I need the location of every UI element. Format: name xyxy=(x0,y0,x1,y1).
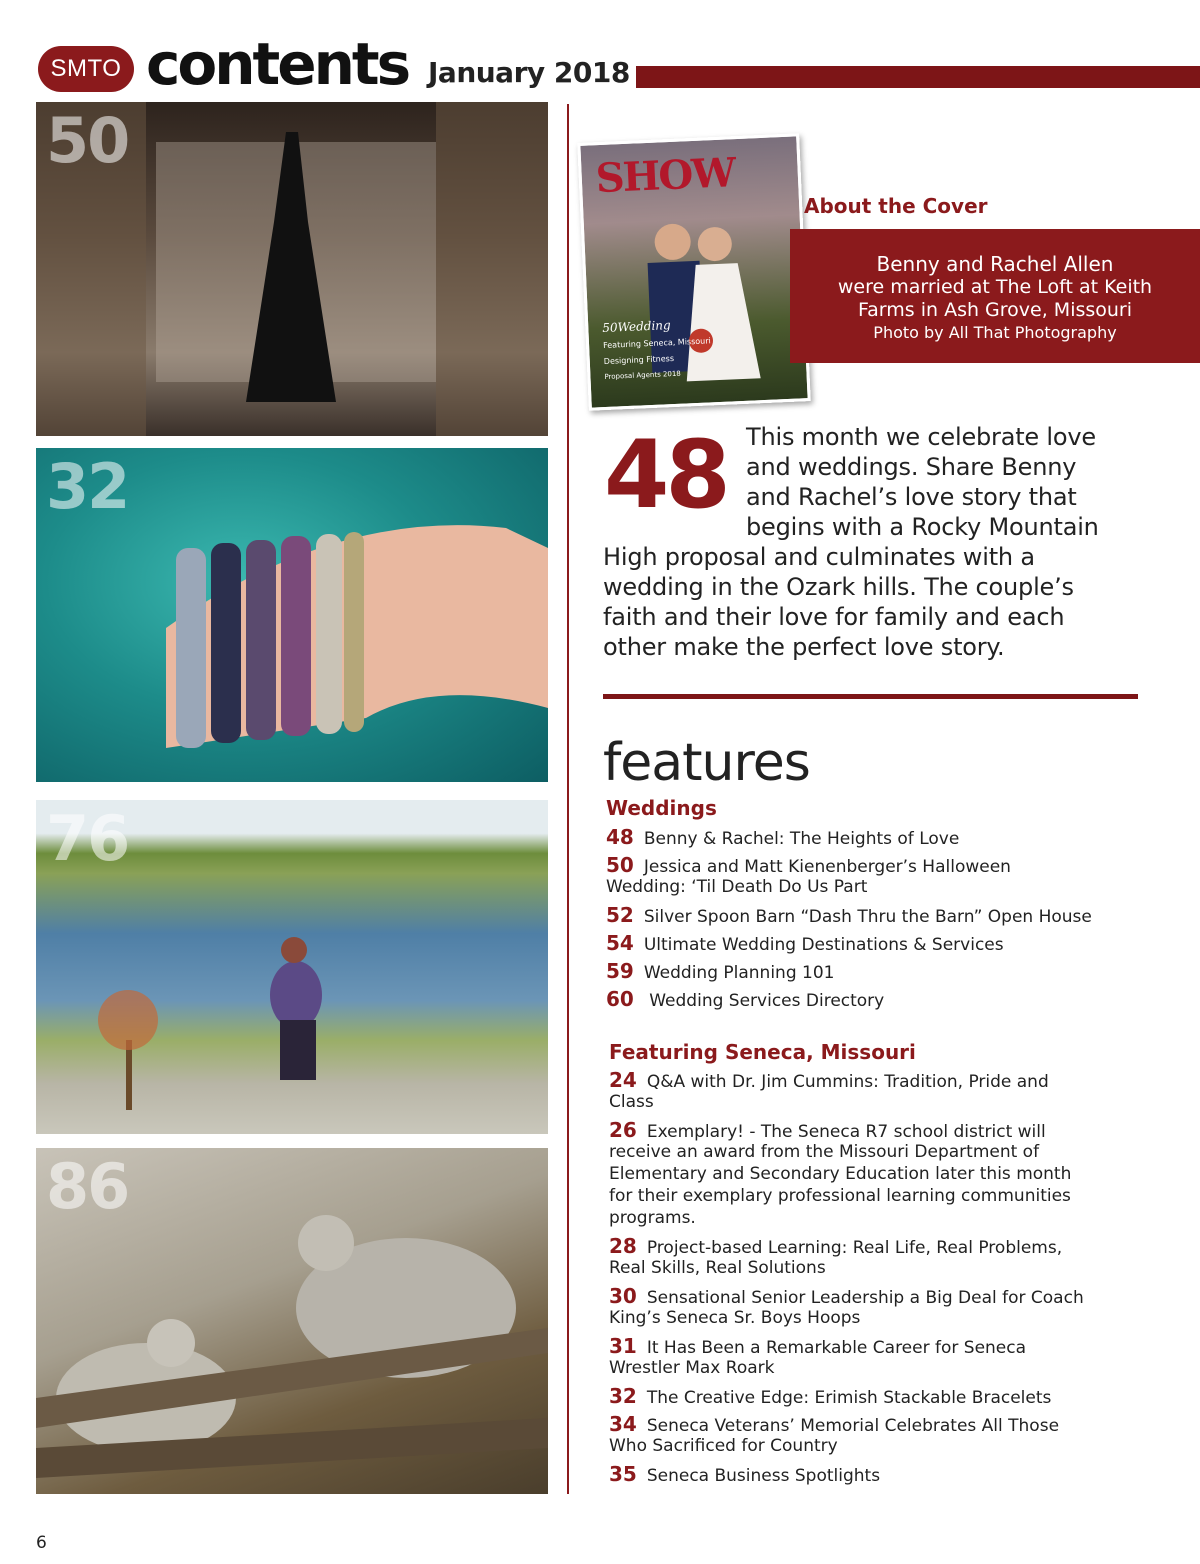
toc-entry[interactable] xyxy=(609,1335,1026,1359)
intro-text-line: High proposal and culminates with a xyxy=(603,543,1035,571)
toc-title-cont[interactable]: Class xyxy=(609,1092,654,1112)
caption-line: Farms in Ash Grove, Missouri xyxy=(857,299,1133,321)
intro-text-line: faith and their love for family and each xyxy=(603,603,1065,631)
toc-entry[interactable] xyxy=(609,1463,880,1487)
toc-page-number: 34 xyxy=(609,1412,637,1436)
toc-page-number: 31 xyxy=(609,1334,637,1358)
cover-line: Featuring Seneca, Missouri xyxy=(602,336,711,351)
photo-bracelets[interactable] xyxy=(36,448,548,782)
toc-entry[interactable] xyxy=(606,826,959,850)
intro-text-line: wedding in the Ozark hills. The couple’s xyxy=(603,573,1074,601)
cover-line: Proposal Agents 2018 xyxy=(604,369,681,382)
toc-page-number: 59 xyxy=(606,959,634,983)
toc-entry[interactable] xyxy=(609,1069,1049,1093)
toc-entry[interactable] xyxy=(606,960,834,984)
toc-title: Wedding Planning 101 xyxy=(643,963,835,983)
toc-entry[interactable] xyxy=(606,932,1004,956)
section-heading-weddings: Weddings xyxy=(606,796,717,820)
toc-title: The Creative Edge: Erimish Stackable Bracelets xyxy=(646,1388,1052,1408)
toc-entry[interactable] xyxy=(609,1285,1084,1309)
intro-text-line: and Rachel’s love story that xyxy=(746,483,1077,511)
toc-page-number: 48 xyxy=(606,825,634,849)
page-title: contents xyxy=(146,30,409,98)
toc-entry[interactable] xyxy=(606,988,884,1012)
toc-title: Wedding Services Directory xyxy=(643,991,885,1011)
toc-title-cont[interactable]: Wrestler Max Roark xyxy=(609,1358,775,1378)
toc-page-number: 54 xyxy=(606,931,634,955)
toc-title: Exemplary! - The Seneca R7 school district will xyxy=(646,1122,1046,1142)
page-folio: 6 xyxy=(36,1533,47,1553)
features-heading: features xyxy=(603,733,810,793)
caption-line: were married at The Loft at Keith xyxy=(837,276,1153,298)
page-number-overlay: 50 xyxy=(46,104,129,177)
intro-text-line: other make the perfect love story. xyxy=(603,633,1005,661)
toc-title-cont[interactable]: King’s Seneca Sr. Boys Hoops xyxy=(609,1308,861,1328)
toc-page-number: 28 xyxy=(609,1234,637,1258)
toc-page-number: 50 xyxy=(606,853,634,877)
column-divider xyxy=(567,104,569,1494)
section-rule xyxy=(603,694,1138,699)
toc-title-cont[interactable]: Elementary and Secondary Education later this month xyxy=(609,1164,1072,1184)
toc-title-cont[interactable]: receive an award from the Missouri Department of xyxy=(609,1142,1040,1162)
toc-title: Sensational Senior Leadership a Big Deal for Coach xyxy=(646,1288,1084,1308)
page-number-overlay: 32 xyxy=(46,450,129,523)
toc-entry[interactable] xyxy=(609,1235,1062,1259)
page-number-overlay: 86 xyxy=(46,1150,129,1223)
issue-date: January 2018 xyxy=(428,56,630,89)
featured-page-number: 48 xyxy=(604,421,727,530)
toc-page-number: 35 xyxy=(609,1462,637,1486)
photo-wedding-dress[interactable] xyxy=(36,102,548,436)
toc-title-cont[interactable]: Real Skills, Real Solutions xyxy=(609,1258,826,1278)
toc-entry[interactable] xyxy=(609,1119,1046,1143)
cover-wedding-text: 50Wedding xyxy=(602,318,671,336)
intro-text-line: and weddings. Share Benny xyxy=(746,453,1077,481)
about-cover-caption xyxy=(790,229,1200,363)
cover-couple-image xyxy=(580,136,807,407)
photo-runner[interactable] xyxy=(36,800,548,1134)
toc-title-cont[interactable]: Who Sacrificed for Country xyxy=(609,1436,838,1456)
toc-entry[interactable] xyxy=(609,1385,1051,1409)
toc-title: Jessica and Matt Kienenberger’s Halloween xyxy=(643,857,1011,877)
toc-entry[interactable] xyxy=(606,854,1011,878)
toc-title: Project-based Learning: Real Life, Real Problems, xyxy=(646,1238,1063,1258)
brand-badge: SMTO xyxy=(38,46,134,92)
cover-thumbnail[interactable] xyxy=(577,133,810,410)
caption-line: Benny and Rachel Allen xyxy=(876,252,1114,276)
toc-page-number: 24 xyxy=(609,1068,637,1092)
toc-title: It Has Been a Remarkable Career for Seneca xyxy=(646,1338,1027,1358)
toc-page-number: 32 xyxy=(609,1384,637,1408)
toc-page-number: 60 xyxy=(606,987,634,1011)
toc-title: Seneca Veterans’ Memorial Celebrates All Those xyxy=(646,1416,1060,1436)
intro-text-line: begins with a Rocky Mountain xyxy=(746,513,1099,541)
toc-title: Q&A with Dr. Jim Cummins: Tradition, Pride and xyxy=(646,1072,1049,1092)
header-rule xyxy=(636,66,1200,88)
toc-title: Ultimate Wedding Destinations & Services xyxy=(643,935,1004,955)
toc-page-number: 52 xyxy=(606,903,634,927)
caption-line: Photo by All That Photography xyxy=(873,323,1117,342)
about-cover-heading: About the Cover xyxy=(804,194,988,218)
intro-text-line: This month we celebrate love xyxy=(746,423,1096,451)
cover-line: Designing Fitness xyxy=(603,353,675,367)
cover-masthead: SHOW xyxy=(594,149,736,203)
toc-title: Seneca Business Spotlights xyxy=(646,1466,881,1486)
toc-entry[interactable] xyxy=(606,904,1092,928)
toc-title-cont[interactable]: Wedding: ‘Til Death Do Us Part xyxy=(606,877,868,897)
toc-entry[interactable] xyxy=(609,1413,1059,1437)
toc-title: Benny & Rachel: The Heights of Love xyxy=(643,829,960,849)
photo-doves[interactable] xyxy=(36,1148,548,1494)
toc-title: Silver Spoon Barn “Dash Thru the Barn” Open House xyxy=(643,907,1092,927)
toc-page-number: 26 xyxy=(609,1118,637,1142)
toc-title-cont[interactable]: for their exemplary professional learning communities xyxy=(609,1186,1071,1206)
toc-page-number: 30 xyxy=(609,1284,637,1308)
page-number-overlay: 76 xyxy=(46,802,129,875)
section-heading-seneca: Featuring Seneca, Missouri xyxy=(609,1040,916,1064)
toc-title-cont[interactable]: programs. xyxy=(609,1208,696,1228)
